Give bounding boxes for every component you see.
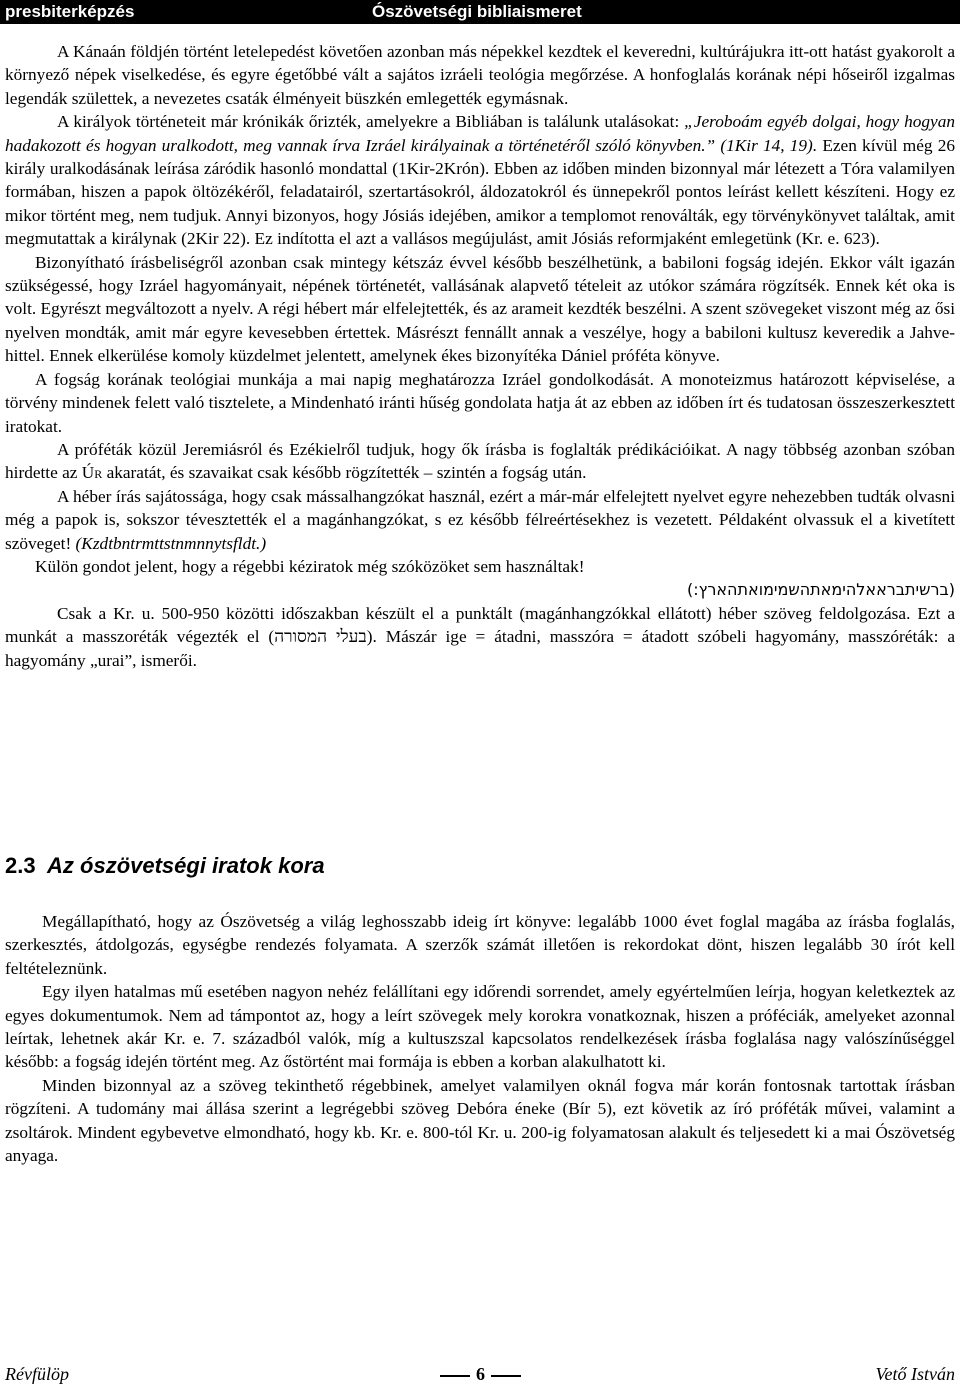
section-body-2	[5, 910, 955, 1167]
paragraph	[5, 602, 955, 672]
hebrew-term: בעלי המסורה	[274, 627, 367, 647]
paragraph	[5, 438, 955, 485]
paragraph-text: A héber írás sajátossága, hogy csak mássalhangzókat használ, ezért a már-már elfelejtett nyelvet egyre nehezebben tudták olvasni még a papok is, sokszor tévesztették el a magánhangzókat, s ez később félreértésekhez is vezetett. Példaként olvassuk el a kivetített szöveget!	[5, 486, 955, 553]
section-title: Az ószövetségi iratok kora	[47, 853, 325, 878]
paragraph: Külön gondot jelent, hogy a régebbi kéziratok még szóközöket sem használtak!	[35, 556, 585, 576]
paragraph-text: A próféták közül Jeremiásról és Ezékielről tudjuk, hogy ők írásba is foglalták prédikációikat. A nagy többség azonban szóban hirdette az	[5, 439, 955, 483]
lord-smallcaps: Úr	[81, 463, 103, 483]
paragraph-text: ). Mászár ige = átadni, masszóra = átadott szóbeli hagyomány, masszóréták: a hagyomány „urai”, ismerői.	[5, 627, 955, 670]
bible-quote: „Jeroboám egyéb dolgai, hogy hogyan hadakozott és hogyan uralkodott, meg vannak írva Izráel királyainak a történetéről szóló könyvben.” (1Kir 14, 19).	[5, 112, 955, 155]
example-text: (Kzdtbntrmttstnmnnytsfldt.)	[75, 533, 267, 553]
header-course-name: presbiterképzés	[5, 2, 135, 21]
paragraph: Bizonyítható írásbeliségről azonban csak mintegy kétszáz évvel később beszélhetünk, a babiloni fogság idején. Ekkor vált igazán szükségessé, hogy Izráel hagyományait, népének történetét, vallásának alapvető tételeit az utókor számára rögzítsék. Ennek két oka is volt. Egyrészt megváltozott a nyelv. A régi hébert már elfelejtették, és az arameit kezdték beszélni. A szent szövegeket viszont még az ősi nyelven mondták, amit már egyre kevesebben értettek. Másrészt fennállt annak a veszélye, hogy a babiloni kultusz keveredik a Jahve-hittel. Ennek elkerülése komoly küzdelmet jelentett, amelynek ékes bizonyítéka Dániel próféta könyve.	[5, 252, 955, 366]
page-header	[0, 0, 960, 24]
section-number: 2.3	[5, 853, 36, 878]
section-heading	[5, 853, 325, 879]
paragraph: Egy ilyen hatalmas mű esetében nagyon nehéz felállítani egy időrendi sorrendet, amely egyértelműen leírja, hogyan keletkeztek az egyes dokumentumok. Nem ad támpontot az, hogy a leírt szövegek mely korokra vonatkoznak, hiszen a próféciák, amelyeket azonnal leírtak, lehetnek akár Kr. e. 7. századból valók, míg a kultuszszal kapcsolatos rendelkezések írásba foglalása nagy valószínűséggel később: a fogság idején történt meg. Az őstörtént mai formája is ebben a korban alakulhatott ki.	[5, 982, 955, 1072]
paragraph-text: Csak a Kr. u. 500-950 közötti időszakban készült el a punktált (magánhangzókkal ellátott) héber szöveg feldolgozása. Ezt a munkát a masszoréták végezték el (	[5, 603, 955, 647]
paragraph	[5, 110, 955, 250]
header-subject-title: Ószövetségi bibliaismeret	[372, 2, 582, 21]
paragraph: A fogság korának teológiai munkája a mai napig meghatározza Izráel gondolkodását. A monoteizmus határozott képviselése, a törvény mindenek felett való tisztelete, a Mindenható iránti hűség gondolata hatja át az ebben az időben írt és tudatosan összeszerkesztett iratokat.	[5, 369, 955, 436]
footer-author: Vető István	[875, 1364, 955, 1384]
paragraph-text: A királyok történeteit már krónikák őrizték, amelyekre a Bibliában is találunk utalásokat:	[57, 112, 685, 132]
page-footer	[0, 1364, 960, 1388]
paragraph: A Kánaán földjén történt letelepedést követően azonban más népekkel kezdtek el keveredni, kultúrájukra itt-ott hatást gyakorolt a környező népek viselkedése, és egyre égetőbbé vált a sajátos izráeli teológia megőrzése. A honfoglalás korának népi hőseiről izgalmas legendák születtek, a nevezetes csaták élményeit büszkén emlegették egymásnak.	[5, 42, 955, 108]
footer-location: Révfülöp	[5, 1364, 69, 1384]
paragraph-text: akaratát, és szavaikat csak később rögzítették – szintén a fogság után.	[102, 463, 587, 483]
paragraph: Minden bizonnyal az a szöveg tekinthető régebbinek, amelyet valamilyen oknál fogva már korán fontosnak tartottak írásban rögzíteni. A tudomány mai állása szerint a legrégebbi szöveg Debóra éneke (Bír 5), ezt követik az író próféták művei, valamint a zsoltárok. Mindent egybevetve elmondható, hogy kb. Kr. e. 800-tól Kr. u. 200-ig folyamatosan alakult és teljesedett ki a mai Ószövetség anyaga.	[5, 1075, 955, 1166]
hebrew-example-line: (ברשיתבראאלהימאתהשמימואתהארץ:)	[687, 580, 955, 600]
paragraph: Megállapítható, hogy az Ószövetség a világ leghosszabb ideig írt könyve: legalább 1000 évet foglal magába az írásba foglalás, szerkesztés, átdolgozás, egységbe rendezés folyamata. A szerzők számát illetően is rekordokat dönt, hiszen legalább 30 írót kell feltételeznünk.	[5, 912, 955, 978]
paragraph	[5, 485, 955, 555]
section-body-1	[5, 40, 955, 672]
paragraph-text: Ezen kívül még 26 király uralkodásának leírása záródik hasonló mondattal (1Kir-2Krón). Ebben az időben minden bizonnyal már létezett a Tóra valamilyen formában, hiszen a papok öltözékéről, feladatairól, szertartásokról, áldozatokról és ünnepekről pontos leírást kellett készíteni. Hogy ez mikor történt meg, nem tudjuk. Annyi bizonyos, hogy Jósiás idejében, amikor a templomot renoválták, egy törvénykönyvet találtak, amit megmutattak a királynak (2Kir 22). Ez indította el azt a vallásos megújulást, amit Jósiás reformjaként emlegetünk (Kr. e. 623).	[5, 135, 955, 249]
page-number: 6	[440, 1364, 521, 1385]
